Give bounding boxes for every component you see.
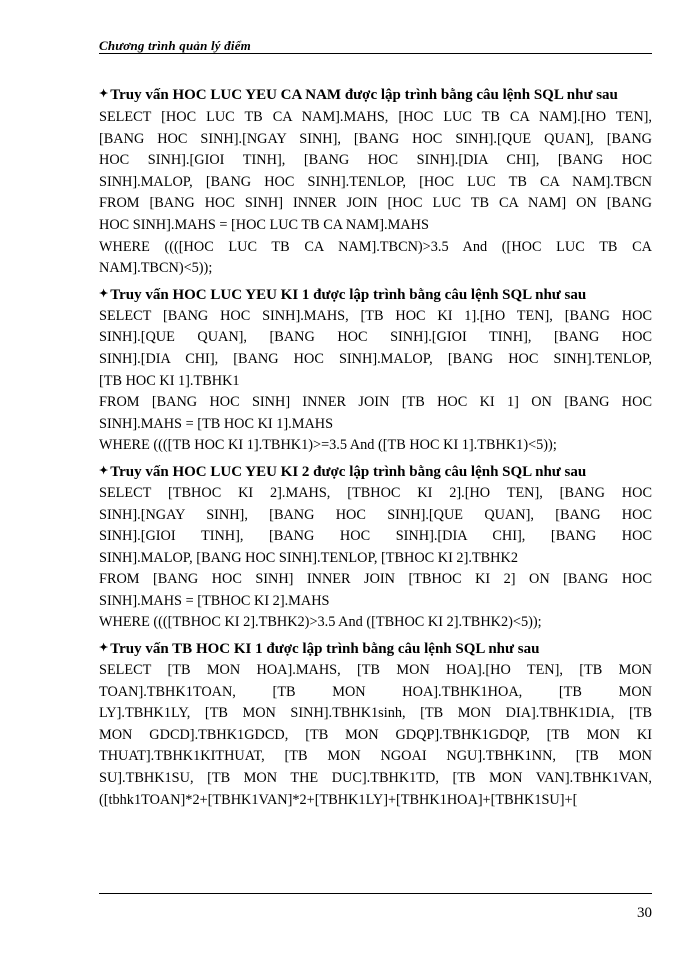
- sql-line: [TB HOC KI 1].TBHK1: [99, 372, 240, 389]
- sql-line: SINH].MAHS = [TBHOC KI 2].MAHS: [99, 592, 330, 609]
- sql-line: SINH].MALOP, [BANG HOC SINH].TENLOP, [TBHOC KI 2].TBHK2: [99, 549, 518, 566]
- sql-line: ([tbhk1TOAN]*2+[TBHK1VAN]*2+[TBHK1LY]+[TBHK1HOA]+[TBHK1SU]+[: [99, 791, 578, 808]
- sql-line: SINH].[QUE QUAN], [BANG HOC SINH].[GIOI TINH], [BANG HOC: [99, 329, 652, 346]
- query-section: [99, 284, 652, 457]
- sql-line: SU].TBHK1SU, [TB MON THE DUC].TBHK1TD, [TB MON VAN].TBHK1VAN,: [99, 770, 652, 787]
- header-rule: [99, 53, 652, 54]
- sql-line: WHERE ((([TBHOC KI 2].TBHK2)>3.5 And ([TBHOC KI 2].TBHK2)<5));: [99, 614, 542, 631]
- query-heading-text: Truy vấn HOC LUC YEU KI 1 được lập trình bằng câu lệnh SQL như sau: [110, 286, 587, 303]
- query-section: [99, 461, 652, 634]
- sql-line: FROM [BANG HOC SINH] INNER JOIN [TB HOC KI 1] ON [BANG HOC: [99, 394, 652, 411]
- sql-line: SINH].MALOP, [BANG HOC SINH].TENLOP, [HOC LUC TB CA NAM].TBCN: [99, 173, 652, 190]
- bullet-icon: ✦: [99, 464, 109, 477]
- sql-line: THUAT].TBHK1KITHUAT, [TB MON NGOAI NGU].TBHK1NN, [TB MON: [99, 748, 652, 765]
- query-heading-text: Truy vấn TB HOC KI 1 được lập trình bằng câu lệnh SQL như sau: [110, 641, 540, 658]
- sql-line: SELECT [TBHOC KI 2].MAHS, [TBHOC KI 2].[HO TEN], [BANG HOC: [99, 484, 652, 501]
- sql-line: WHERE ((([TB HOC KI 1].TBHK1)>=3.5 And ([TB HOC KI 1].TBHK1)<5));: [99, 437, 557, 454]
- query-heading: [99, 284, 652, 306]
- query-heading: [99, 461, 652, 483]
- sql-line: SINH].[GIOI TINH], [BANG HOC SINH].[DIA CHI], [BANG HOC: [99, 528, 652, 545]
- query-section: [99, 638, 652, 811]
- bullet-icon: ✦: [99, 287, 109, 300]
- sql-line: SINH].[NGAY SINH], [BANG HOC SINH].[QUE QUAN], [BANG HOC: [99, 506, 652, 523]
- query-section: [99, 82, 652, 280]
- bullet-icon: ✦: [99, 88, 109, 100]
- sql-line: WHERE ((([HOC LUC TB CA NAM].TBCN)>3.5 And ([HOC LUC TB CA: [99, 238, 652, 255]
- running-header: Chương trình quản lý điểm: [99, 38, 251, 53]
- bullet-icon: ✦: [99, 642, 109, 655]
- sql-line: FROM [BANG HOC SINH] INNER JOIN [HOC LUC TB CA NAM] ON [BANG: [99, 195, 652, 212]
- sql-line: MON GDCD].TBHK1GDCD, [TB MON GDQP].TBHK1GDQP, [TB MON KI: [99, 726, 652, 743]
- sql-code: [99, 107, 652, 280]
- page-number: 30: [637, 905, 652, 921]
- sql-line: SINH].MAHS = [TB HOC KI 1].MAHS: [99, 415, 334, 432]
- document-body: [99, 82, 652, 815]
- sql-line: HOC SINH].MAHS = [HOC LUC TB CA NAM].MAHS: [99, 216, 429, 233]
- footer-rule: [99, 893, 652, 894]
- sql-code: [99, 660, 652, 811]
- sql-line: SELECT [TB MON HOA].MAHS, [TB MON HOA].[HO TEN], [TB MON: [99, 662, 652, 679]
- sql-line: [BANG HOC SINH].[NGAY SINH], [BANG HOC SINH].[QUE QUAN], [BANG: [99, 130, 652, 147]
- sql-code: [99, 306, 652, 457]
- sql-line: LY].TBHK1LY, [TB MON SINH].TBHK1sinh, [TB MON DIA].TBHK1DIA, [TB: [99, 705, 652, 722]
- query-heading-text: Truy vấn HOC LUC YEU KI 2 được lập trình bằng câu lệnh SQL như sau: [110, 463, 587, 480]
- query-heading: [99, 82, 652, 107]
- sql-line: HOC SINH].[GIOI TINH], [BANG HOC SINH].[DIA CHI], [BANG HOC: [99, 152, 652, 169]
- query-heading: [99, 638, 652, 660]
- sql-line: SINH].[DIA CHI], [BANG HOC SINH].MALOP, [BANG HOC SINH].TENLOP,: [99, 350, 652, 367]
- sql-line: FROM [BANG HOC SINH] INNER JOIN [TBHOC KI 2] ON [BANG HOC: [99, 571, 652, 588]
- sql-code: [99, 483, 652, 634]
- sql-line: NAM].TBCN)<5));: [99, 260, 213, 277]
- sql-line: SELECT [HOC LUC TB CA NAM].MAHS, [HOC LUC TB CA NAM].[HO TEN],: [99, 109, 652, 125]
- query-heading-text: Truy vấn HOC LUC YEU CA NAM được lập trình bằng câu lệnh SQL như sau: [110, 87, 618, 103]
- sql-line: TOAN].TBHK1TOAN, [TB MON HOA].TBHK1HOA, [TB MON: [99, 683, 652, 700]
- sql-line: SELECT [BANG HOC SINH].MAHS, [TB HOC KI 1].[HO TEN], [BANG HOC: [99, 307, 652, 324]
